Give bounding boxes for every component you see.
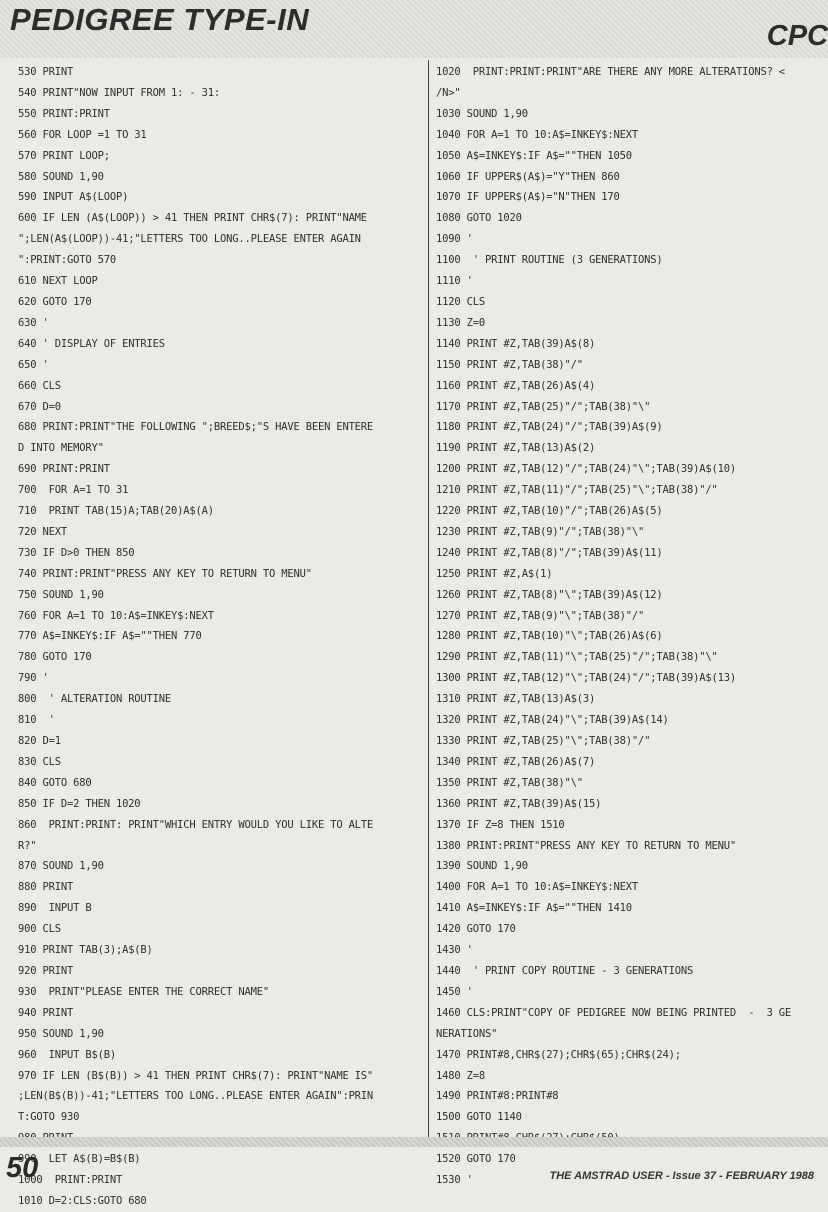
code-line: 1280 PRINT #Z,TAB(10)"\";TAB(26)A$(6) [436,630,663,643]
code-line: 1070 IF UPPER$(A$)="N"THEN 170 [436,191,620,204]
code-line: 1490 PRINT#8:PRINT#8 [436,1090,559,1103]
code-line: 890 INPUT B [18,902,92,915]
page-number: 50 [6,1152,39,1184]
code-line: 870 SOUND 1,90 [18,860,104,873]
code-line: 900 CLS [18,923,61,936]
code-line: D INTO MEMORY" [18,442,104,455]
code-line: 1340 PRINT #Z,TAB(26)A$(7) [436,755,596,768]
code-line: 660 CLS [18,379,61,392]
code-line: 860 PRINT:PRINT: PRINT"WHICH ENTRY WOULD YOU LIKE TO ALTE [18,818,374,831]
code-line: 740 PRINT:PRINT"PRESS ANY KEY TO RETURN TO MENU" [18,567,312,580]
code-line: 580 SOUND 1,90 [18,170,104,183]
code-line: 630 ' [18,316,49,329]
code-line: 1170 PRINT #Z,TAB(25)"/";TAB(38)"\" [436,400,651,413]
code-line: 1220 PRINT #Z,TAB(10)"/";TAB(26)A$(5) [436,505,663,518]
code-line: /N>" [436,86,461,99]
code-line: ":PRINT:GOTO 570 [18,254,116,267]
code-line: 1430 ' [436,944,473,957]
code-line: 1040 FOR A=1 TO 10:A$=INKEY$:NEXT [436,128,639,141]
code-line: 1020 PRINT:PRINT:PRINT"ARE THERE ANY MORE ALTERATIONS? < [436,66,785,78]
code-line: 1520 GOTO 170 [436,1153,516,1166]
code-line: 880 PRINT [18,881,74,894]
code-line: 1500 GOTO 1140 [436,1111,522,1124]
code-line: 560 FOR LOOP =1 TO 31 [18,128,147,141]
code-line: 1080 GOTO 1020 [436,212,522,225]
code-line: 1420 GOTO 170 [436,923,516,936]
code-line: 710 PRINT TAB(15)A;TAB(20)A$(A) [18,505,214,518]
code-line: 1000 PRINT:PRINT [18,1174,123,1187]
code-line: 640 ' DISPLAY OF ENTRIES [18,337,165,350]
code-line: 1160 PRINT #Z,TAB(26)A$(4) [436,379,596,392]
code-line: 840 GOTO 680 [18,776,92,789]
code-line: 700 FOR A=1 TO 31 [18,484,129,497]
code-line: 930 PRINT"PLEASE ENTER THE CORRECT NAME" [18,985,269,998]
code-line: 800 ' ALTERATION ROUTINE [18,693,172,706]
code-line: 600 IF LEN (A$(LOOP)) > 41 THEN PRINT CHR$(7): PRINT"NAME [18,212,367,225]
code-line: 1250 PRINT #Z,A$(1) [436,567,553,580]
code-line: 1320 PRINT #Z,TAB(24)"\";TAB(39)A$(14) [436,714,669,727]
code-line: 1300 PRINT #Z,TAB(12)"\";TAB(24)"/";TAB(39)A$(13) [436,672,736,685]
listing-column-left [18,62,418,1212]
column-divider [428,60,429,1137]
code-line: ;LEN(B$(B))-41;"LETTERS TOO LONG..PLEASE ENTER AGAIN":PRIN [18,1090,374,1103]
code-line: 820 D=1 [18,735,61,747]
code-line: 750 SOUND 1,90 [18,588,104,601]
code-line: 1290 PRINT #Z,TAB(11)"\";TAB(25)"/";TAB(38)"\" [436,651,718,664]
code-line: 620 GOTO 170 [18,295,92,308]
section-label: CPC [766,20,828,52]
code-line: 1530 ' [436,1174,473,1187]
code-line: 760 FOR A=1 TO 10:A$=INKEY$:NEXT [18,609,214,622]
code-line: 610 NEXT LOOP [18,275,98,288]
code-line: 1270 PRINT #Z,TAB(9)"\";TAB(38)"/" [436,609,645,622]
code-line: 1120 CLS [436,295,485,308]
code-line: 1440 ' PRINT COPY ROUTINE - 3 GENERATIONS [436,964,694,977]
code-line: 1310 PRINT #Z,TAB(13)A$(3) [436,693,596,706]
code-line: 1230 PRINT #Z,TAB(9)"/";TAB(38)"\" [436,525,645,538]
code-line: 550 PRINT:PRINT [18,107,110,120]
code-line: 1090 ' [436,233,473,246]
code-line: 670 D=0 [18,400,61,413]
code-line: 770 A$=INKEY$:IF A$=""THEN 770 [18,630,202,643]
code-line: 1140 PRINT #Z,TAB(39)A$(8) [436,337,596,350]
code-line: 1200 PRINT #Z,TAB(12)"/";TAB(24)"\";TAB(39)A$(10) [436,463,736,476]
code-line: 1210 PRINT #Z,TAB(11)"/";TAB(25)"\";TAB(38)"/" [436,484,718,497]
code-line: 830 CLS [18,755,61,768]
publication-footer: THE AMSTRAD USER - Issue 37 - FEBRUARY 1988 [549,1170,814,1182]
code-line: 1450 ' [436,985,473,998]
code-line: 680 PRINT:PRINT"THE FOLLOWING ";BREED$;"S HAVE BEEN ENTERE [18,421,374,434]
code-line: 1130 Z=0 [436,316,485,329]
code-line: 1260 PRINT #Z,TAB(8)"\";TAB(39)A$(12) [436,588,663,601]
page-title: PEDIGREE TYPE-IN [10,2,310,37]
code-line: 690 PRINT:PRINT [18,463,110,476]
code-line: 920 PRINT [18,964,74,977]
code-line: 960 INPUT B$(B) [18,1048,116,1061]
code-line: 1350 PRINT #Z,TAB(38)"\" [436,776,583,789]
code-line: 810 ' [18,714,55,727]
code-line: 1370 IF Z=8 THEN 1510 [436,818,565,831]
code-line: 590 INPUT A$(LOOP) [18,191,129,204]
code-line: 1150 PRINT #Z,TAB(38)"/" [436,358,583,371]
code-line: 1330 PRINT #Z,TAB(25)"\";TAB(38)"/" [436,735,651,747]
code-line: 1060 IF UPPER$(A$)="Y"THEN 860 [436,170,620,183]
code-line: 1050 A$=INKEY$:IF A$=""THEN 1050 [436,149,632,162]
code-line: 650 ' [18,358,49,371]
code-line: 1360 PRINT #Z,TAB(39)A$(15) [436,797,602,810]
code-line: 1030 SOUND 1,90 [436,107,528,120]
code-line: 530 PRINT [18,66,74,78]
code-line: 570 PRINT LOOP; [18,149,110,162]
code-line: 540 PRINT"NOW INPUT FROM 1: - 31: [18,86,221,99]
code-line: 1410 A$=INKEY$:IF A$=""THEN 1410 [436,902,632,915]
code-line: 720 NEXT [18,525,67,538]
code-line: NERATIONS" [436,1027,498,1040]
code-line: 1100 ' PRINT ROUTINE (3 GENERATIONS) [436,254,663,267]
code-line: 1190 PRINT #Z,TAB(13)A$(2) [436,442,596,455]
footer-band [0,1137,828,1147]
code-line: 1400 FOR A=1 TO 10:A$=INKEY$:NEXT [436,881,639,894]
code-line: 1240 PRINT #Z,TAB(8)"/";TAB(39)A$(11) [436,546,663,559]
code-line: 790 ' [18,672,49,685]
code-line: 990 LET A$(B)=B$(B) [18,1153,141,1166]
listing-column-right [436,62,828,1191]
page-header [0,0,828,58]
code-line: R?" [18,839,37,852]
code-line: 1380 PRINT:PRINT"PRESS ANY KEY TO RETURN TO MENU" [436,839,736,852]
code-line: 1460 CLS:PRINT"COPY OF PEDIGREE NOW BEING PRINTED - 3 GE [436,1006,792,1019]
code-line: T:GOTO 930 [18,1111,80,1124]
code-line: 730 IF D>0 THEN 850 [18,546,135,559]
code-line: 1180 PRINT #Z,TAB(24)"/";TAB(39)A$(9) [436,421,663,434]
code-line: 910 PRINT TAB(3);A$(B) [18,944,153,957]
code-line: 970 IF LEN (B$(B)) > 41 THEN PRINT CHR$(7): PRINT"NAME IS" [18,1069,374,1082]
code-line: 1480 Z=8 [436,1069,485,1082]
code-line: 1110 ' [436,275,473,288]
code-line: 950 SOUND 1,90 [18,1027,104,1040]
code-line: 940 PRINT [18,1006,74,1019]
code-line: 1390 SOUND 1,90 [436,860,528,873]
code-line: 850 IF D=2 THEN 1020 [18,797,141,810]
code-line: ";LEN(A$(LOOP))-41;"LETTERS TOO LONG..PLEASE ENTER AGAIN [18,233,361,246]
code-line: 1470 PRINT#8,CHR$(27);CHR$(65);CHR$(24); [436,1048,681,1061]
code-line: 780 GOTO 170 [18,651,92,664]
code-line: 1010 D=2:CLS:GOTO 680 [18,1194,147,1207]
